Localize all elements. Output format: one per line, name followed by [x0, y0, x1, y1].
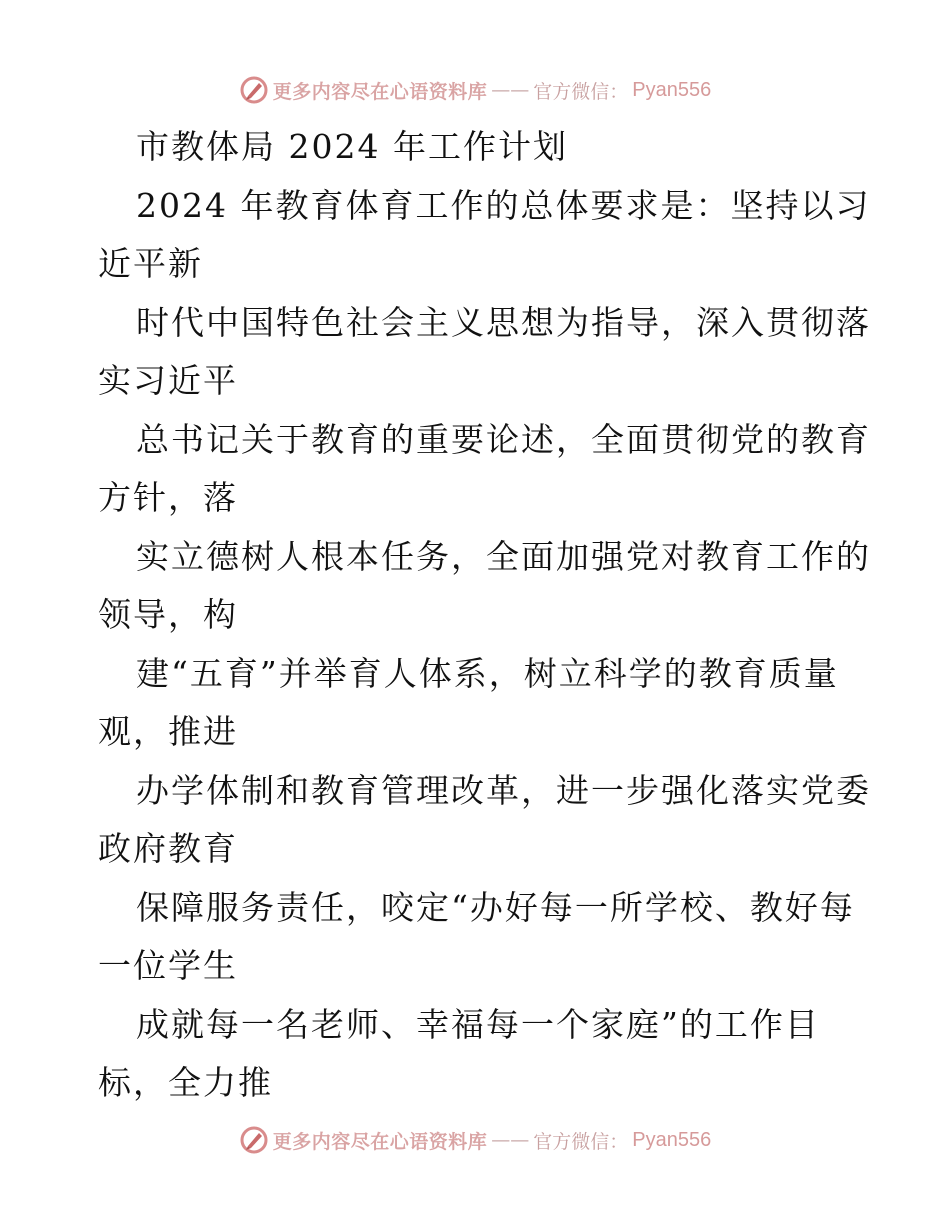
text-line: 领导，构 — [98, 595, 238, 634]
document-body — [98, 118, 878, 1113]
text-line: 总书记关于教育的重要论述，全面贯彻党的教育 — [136, 419, 871, 459]
text-line: 建“五育”并举育人体系，树立科学的教育质量 — [136, 653, 839, 693]
watermark-wechat-id: Pyan556 — [632, 78, 712, 101]
watermark-wechat-id: Pyan556 — [632, 1128, 712, 1151]
watermark-text: 更多内容尽在心语资料库 — [272, 80, 488, 103]
header-watermark — [0, 70, 950, 110]
watermark-separator: —— — [491, 1129, 530, 1151]
text-line: 标，全力推 — [98, 1063, 273, 1102]
text-line: 2024 年教育体育工作的总体要求是：坚持以习 — [136, 185, 871, 225]
footer-watermark — [0, 1120, 950, 1160]
text-line: 一位学生 — [98, 946, 238, 985]
text-line: 近平新 — [98, 244, 203, 283]
watermark-separator: —— — [491, 79, 530, 101]
pen-logo-icon — [239, 75, 269, 105]
text-line: 实习近平 — [98, 361, 238, 400]
watermark-wechat-label: 官方微信： — [533, 1130, 629, 1153]
text-line: 成就每一名老师、幸福每一个家庭”的工作目 — [136, 1004, 820, 1044]
text-line: 保障服务责任，咬定“办好每一所学校、教好每 — [136, 887, 855, 927]
text-line: 政府教育 — [98, 829, 238, 868]
text-line: 办学体制和教育管理改革，进一步强化落实党委 — [136, 770, 871, 810]
document-title: 市教体局 2024 年工作计划 — [136, 127, 568, 166]
watermark-text: 更多内容尽在心语资料库 — [272, 1130, 488, 1153]
text-line: 实立德树人根本任务，全面加强党对教育工作的 — [136, 536, 871, 576]
watermark-wechat-label: 官方微信： — [533, 80, 629, 103]
text-line: 方针，落 — [98, 478, 238, 517]
pen-logo-icon — [239, 1125, 269, 1155]
text-line: 时代中国特色社会主义思想为指导，深入贯彻落 — [136, 302, 871, 342]
text-line: 观，推进 — [98, 712, 238, 751]
